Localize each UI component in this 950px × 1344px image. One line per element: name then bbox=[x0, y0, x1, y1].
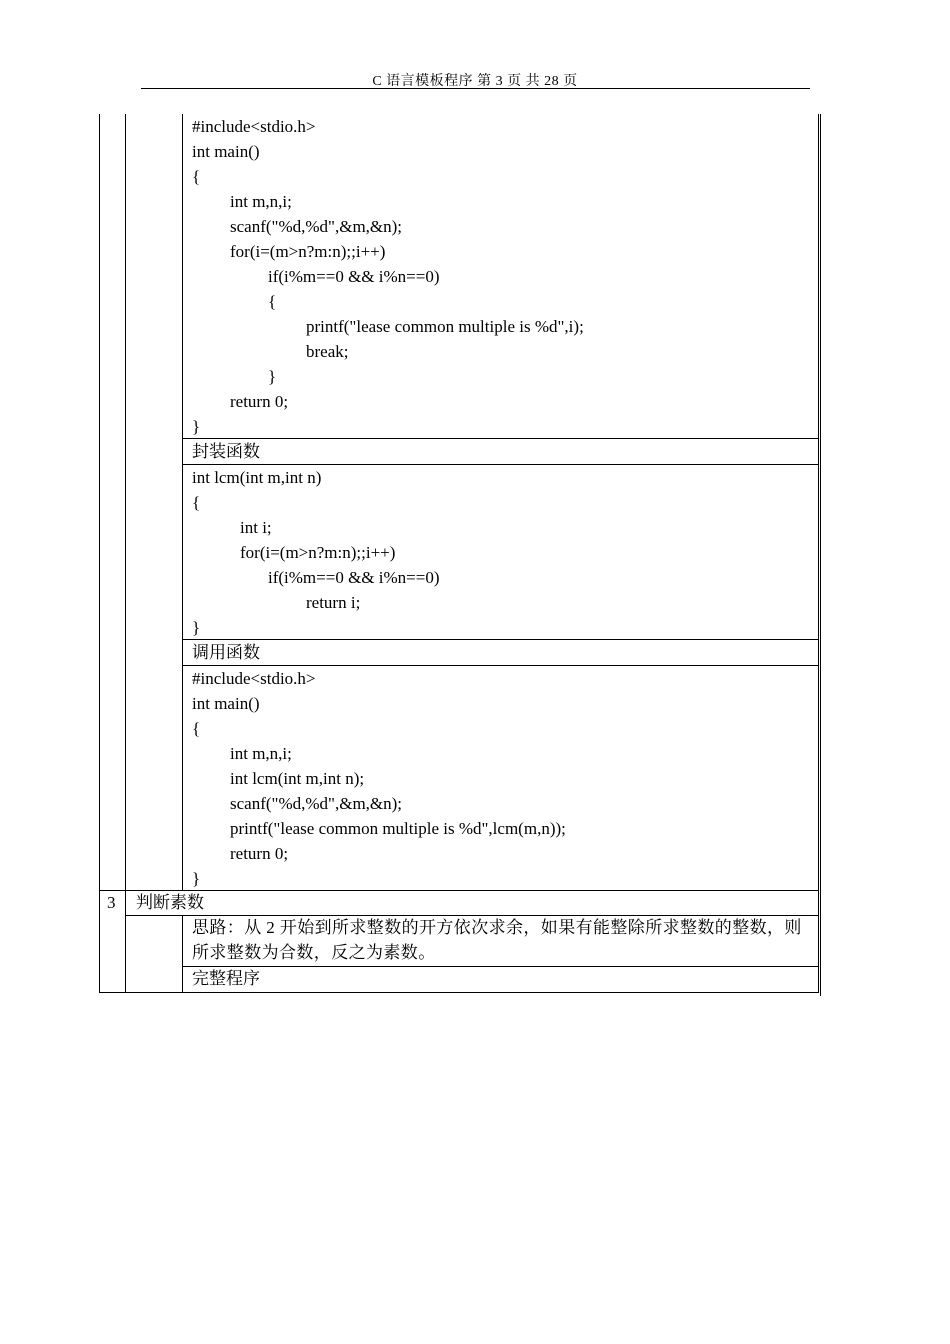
table-bottom-border bbox=[99, 992, 819, 993]
full-program-label: 完整程序 bbox=[192, 969, 260, 988]
code-line: } bbox=[268, 367, 277, 386]
code-line: scanf("%d,%d",&m,&n); bbox=[230, 794, 403, 813]
code-line: printf("lease common multiple is %d",lcm(m,n)); bbox=[230, 819, 566, 838]
code-line: } bbox=[192, 417, 201, 436]
row-divider bbox=[182, 438, 819, 439]
table-col-divider-1 bbox=[125, 114, 126, 993]
code-line: { bbox=[192, 719, 201, 738]
code-line: #include<stdio.h> bbox=[192, 669, 316, 688]
table-col-divider-2-lower bbox=[182, 915, 183, 993]
code-line: break; bbox=[306, 342, 349, 361]
code-line: int i; bbox=[240, 518, 272, 537]
code-line: int m,n,i; bbox=[230, 744, 292, 763]
code-line: for(i=(m>n?m:n);;i++) bbox=[230, 242, 386, 261]
code-line: int main() bbox=[192, 142, 260, 161]
code-line: } bbox=[192, 618, 201, 637]
section-label-wrap-function: 封装函数 bbox=[192, 442, 260, 461]
code-line: if(i%m==0 && i%n==0) bbox=[268, 267, 440, 286]
code-line: return 0; bbox=[230, 844, 289, 863]
code-line: if(i%m==0 && i%n==0) bbox=[268, 568, 440, 587]
code-line: int main() bbox=[192, 694, 260, 713]
code-line: #include<stdio.h> bbox=[192, 117, 316, 136]
code-line: scanf("%d,%d",&m,&n); bbox=[230, 217, 403, 236]
item-idea-paragraph: 思路：从 2 开始到所求整数的开方依次求余，如果有能整除所求整数的整数，则所求整数为合数，反之为素数。 bbox=[192, 918, 802, 962]
header-rule bbox=[141, 88, 810, 89]
code-line: { bbox=[268, 292, 277, 311]
row-divider bbox=[182, 966, 819, 967]
row-divider bbox=[182, 639, 819, 640]
code-line: } bbox=[192, 869, 201, 888]
row-divider bbox=[99, 890, 819, 891]
item-title: 判断素数 bbox=[136, 893, 204, 912]
code-line: int m,n,i; bbox=[230, 192, 292, 211]
code-line: for(i=(m>n?m:n);;i++) bbox=[240, 543, 396, 562]
section-label-call-function: 调用函数 bbox=[192, 643, 260, 662]
table-left-border bbox=[99, 114, 100, 993]
code-line: { bbox=[192, 167, 201, 186]
code-line: { bbox=[192, 493, 201, 512]
item-number: 3 bbox=[107, 893, 116, 912]
code-line: int lcm(int m,int n); bbox=[230, 769, 365, 788]
code-line: int lcm(int m,int n) bbox=[192, 468, 322, 487]
code-line: return i; bbox=[306, 593, 361, 612]
page-header: C 语言模板程序 第 3 页 共 28 页 bbox=[372, 74, 578, 89]
table-right-border-double bbox=[820, 114, 821, 996]
code-line: printf("lease common multiple is %d",i); bbox=[306, 317, 584, 336]
code-line: return 0; bbox=[230, 392, 289, 411]
table-col-divider-2 bbox=[182, 114, 183, 890]
table-right-border bbox=[818, 114, 819, 993]
